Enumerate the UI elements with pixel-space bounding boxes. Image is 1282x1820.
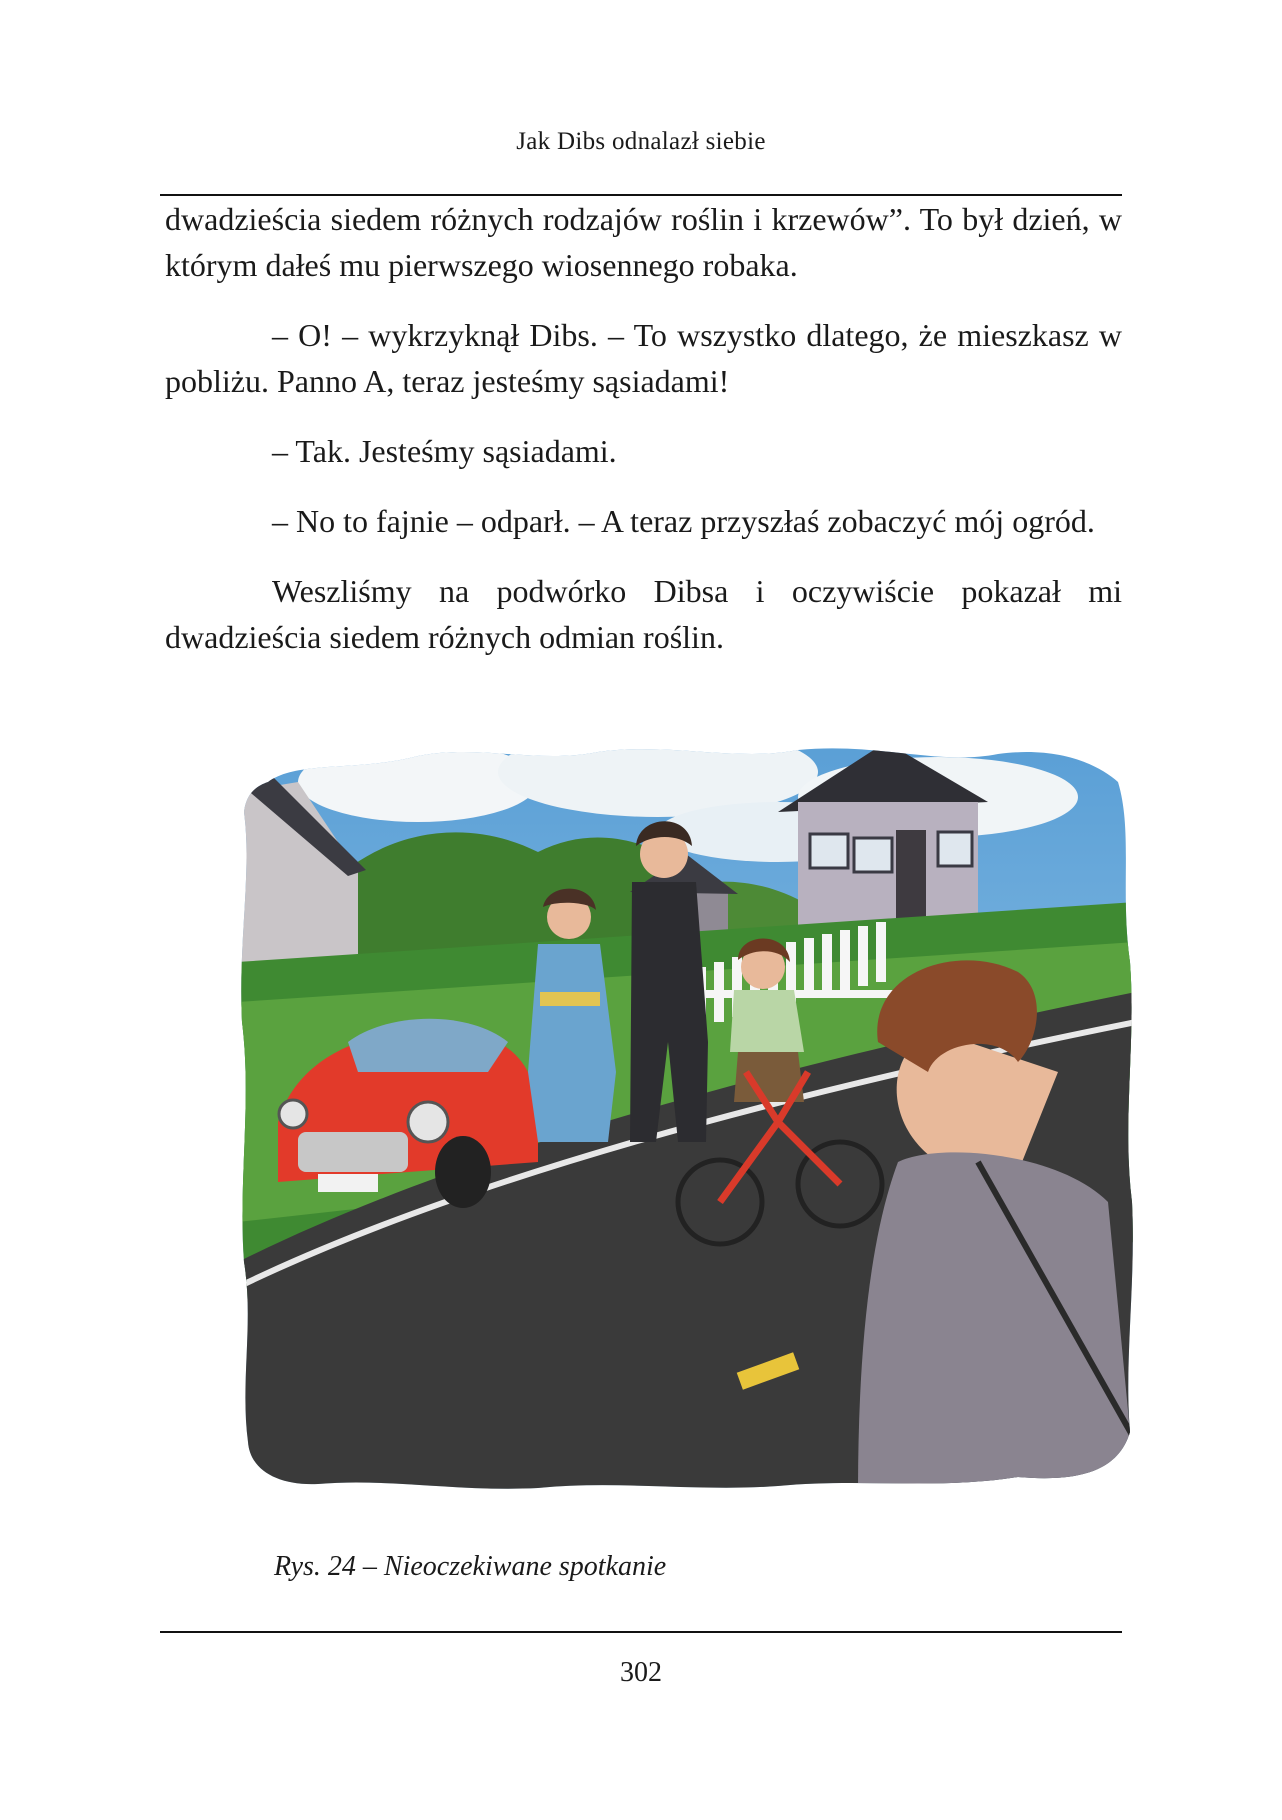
- running-head: Jak Dibs odnalazł siebie: [516, 128, 766, 155]
- paragraph: – No to fajnie – odparł. – A teraz przyszłaś zobaczyć mój ogród.: [272, 503, 1095, 539]
- street-scene-illustration: [238, 742, 1136, 1494]
- page-number: 302: [620, 1657, 662, 1688]
- figure-caption: Rys. 24 – Nieoczekiwane spotkanie: [274, 1551, 667, 1582]
- paragraph: – Tak. Jesteśmy sąsiadami.: [272, 433, 617, 469]
- paragraph: dwadzieścia siedem różnych rodzajów roślin i krzewów”. To był dzień, w którym dałeś mu pierwszego wiosennego robaka.: [165, 201, 1122, 283]
- paragraph: – O! – wykrzyknął Dibs. – To wszystko dlatego, że mieszkasz w pobliżu. Panno A, teraz jesteśmy sąsiadami!: [165, 317, 1122, 399]
- illustration: [238, 742, 1136, 1494]
- body-text: [165, 196, 1122, 684]
- footer-rule: [160, 1631, 1122, 1633]
- paragraph: Weszliśmy na podwórko Dibsa i oczywiście pokazał mi dwadzieścia siedem różnych odmian roślin.: [165, 573, 1122, 655]
